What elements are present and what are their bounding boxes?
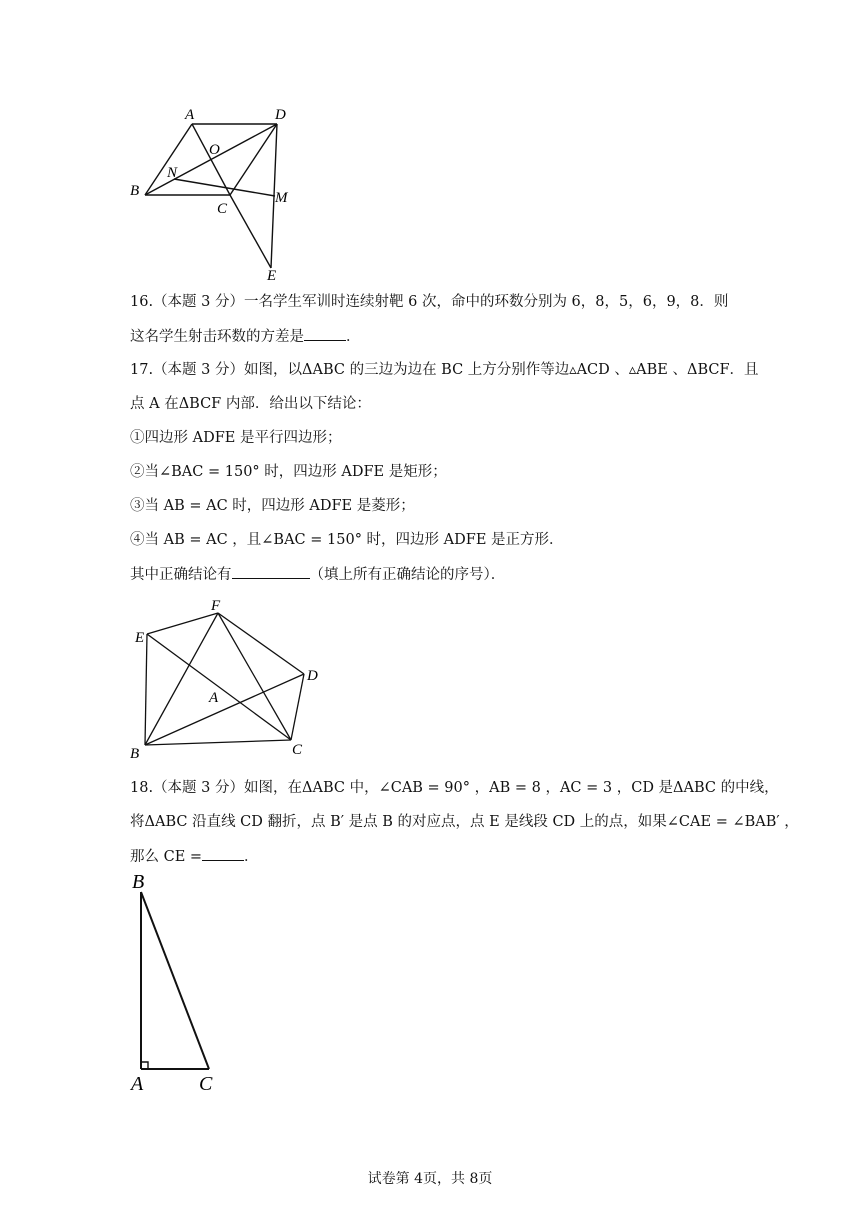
q18-text: 那么 CE = [130,849,203,865]
label-a: A [185,107,195,123]
q17-answer-text: 其中正确结论有 [130,567,232,583]
label-a3: A [131,1073,144,1095]
label-d: D [275,107,286,123]
label-b3: B [132,871,145,893]
q17-line-1: 17.（本题 3 分）如图，以ΔABC 的三边为边在 BC 上方分别作等边▵ACD 、▵ABE 、ΔBCF．且 [130,362,759,378]
q18-end: ． [244,849,259,865]
label-d2: D [307,668,318,684]
q17-item-3: ③当 AB = AC 时，四边形 ADFE 是菱形； [130,498,415,514]
label-c3: C [199,1073,213,1095]
label-e: E [267,268,277,284]
q16-answer-blank[interactable] [304,326,346,341]
figure-pentagon-efdcb [125,592,335,762]
q18-answer-blank[interactable] [202,846,244,861]
q18-line-2: 将ΔABC 沿直线 CD 翻折，点 B′ 是点 B 的对应点，点 E 是线段 CD 上的点，如果∠CAE = ∠BAB′ ， [130,814,799,830]
label-b2: B [130,746,140,762]
q17-item-2: ②当∠BAC = 150° 时，四边形 ADFE 是矩形； [130,464,447,480]
q17-answer-note: （填上所有正确结论的序号）． [309,567,506,583]
q16-end: ． [346,329,361,345]
label-n: N [167,165,178,181]
q16-line-2 [130,326,361,347]
label-a2: A [209,690,219,706]
q18-line-1: 18.（本题 3 分）如图，在ΔABC 中，∠CAB = 90° ，AB = 8 ，AC = 3 ，CD 是ΔABC 的中线， [130,780,779,796]
q18-line-3 [130,846,259,867]
label-e2: E [135,630,145,646]
figure-quadrilateral-abcd [125,100,305,285]
q17-item-4: ④当 AB = AC ，且∠BAC = 150° 时，四边形 ADFE 是正方形． [130,532,564,548]
q17-answer-blank[interactable] [232,564,310,579]
label-o: O [209,142,220,158]
q16-text: 这名学生射击环数的方差是 [130,329,304,345]
figure-right-triangle-abc [125,868,235,1098]
q17-answer-line [130,564,505,585]
page-footer: 试卷第 4页，共 8页 [367,1171,493,1187]
q16-line-1: 16.（本题 3 分）一名学生军训时连续射靶 6 次，命中的环数分别为 6，8，5，6，9，8．则 [130,294,729,310]
label-m: M [275,190,288,206]
label-b: B [130,183,140,199]
label-c2: C [292,742,303,758]
label-f: F [211,598,221,614]
label-c: C [217,201,228,217]
q17-line-2: 点 A 在ΔBCF 内部．给出以下结论： [130,396,371,412]
q17-item-1: ①四边形 ADFE 是平行四边形； [130,430,342,446]
